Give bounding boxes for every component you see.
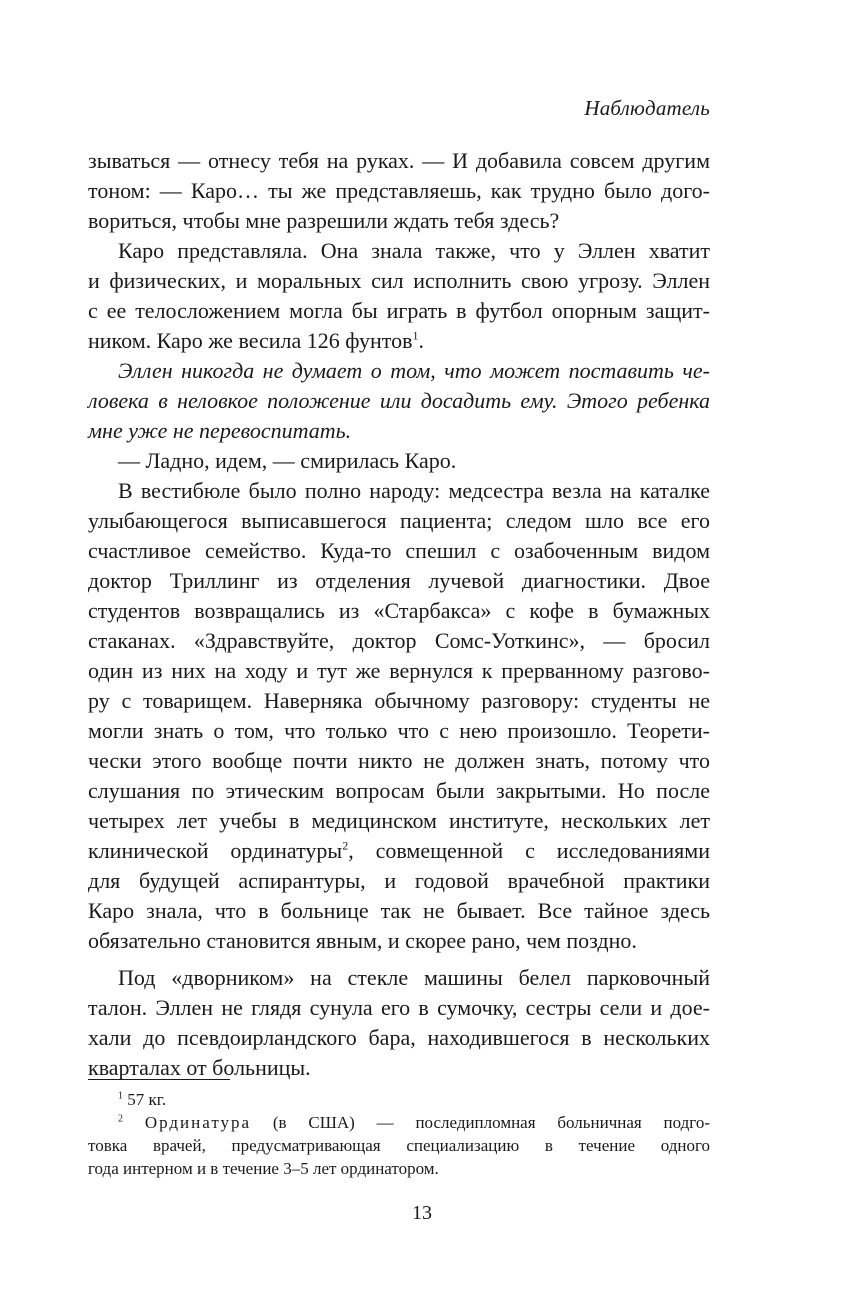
footnote-mark: 1 [118,1090,123,1102]
text-line: чески этого вообще почти никто не должен знать, потому что [88,748,710,773]
text-line: тоном: — Каро… ты же представляешь, как трудно было дого- [88,178,710,203]
text-line: Эллен никогда не думает о том, что может поставить че- [118,358,710,383]
text-line: и физических, и моральных сил исполнить свою угрозу. Эллен [88,268,710,293]
text-line: стаканах. «Здравствуйте, доктор Сомс-Уоткинс», — бросил [88,628,710,653]
text-line: для будущей аспирантуры, и годовой врачебной практики [88,868,710,893]
text-line: обязательно становится явным, и скорее рано, чем поздно. [88,928,637,953]
text-line: с ее телосложением могла бы играть в футбол опорным защит- [88,298,710,323]
footnote-2-line [88,1111,710,1134]
text-line [88,326,710,356]
footnote-ref: 2 [342,838,349,853]
text-line: хали до псевдоирландского бара, находившегося в нескольких [88,1025,710,1050]
text-line: мне уже не перевоспитать. [88,418,352,443]
text-line: — Ладно, идем, — смирилась Каро. [118,448,457,473]
running-head: Наблюдатель [584,96,710,120]
text-line: слушания по этическим вопросам были закрытыми. Но после [88,778,710,803]
footnote-mark: 2 [118,1113,123,1125]
text-line: Каро знала, что в больнице так не бывает. Все тайное здесь [88,898,710,923]
text-line: Каро представляла. Она знала также, что у Эллен хватит [118,238,710,263]
text-segment: ником. Каро же весила 126 фунтов [88,328,413,353]
footnote-2-line: года интерном и в течение 3–5 лет ординатором. [88,1159,439,1178]
text-line: могли знать о том, что только что с нею произошло. Теорети- [88,718,710,743]
text-segment: , совмещенной с исследованиями [348,838,710,863]
text-line: доктор Триллинг из отделения лучевой диагностики. Двое [88,568,710,593]
footnotes [88,1088,710,1180]
text-line: ловека в неловкое положение или досадить ему. Этого ребенка [88,388,710,413]
footnote-text: (в США) — последипломная больничная подго- [272,1113,710,1132]
footnote-1 [88,1088,710,1111]
text-line: счастливое семейство. Куда-то спешил с озабоченным видом [88,538,710,563]
footnote-text: 57 кг. [127,1090,167,1109]
footnote-ref: 1 [412,328,419,343]
text-line: один из них на ходу и тут же вернулся к прерванному разгово- [88,658,710,683]
text-line: талон. Эллен не глядя сунула его в сумочку, сестры сели и дое- [88,995,710,1020]
footnote-2-line: товка врачей, предусматривающая специализацию в течение одного [88,1136,710,1155]
text-line: вориться, чтобы мне разрешили ждать тебя здесь? [88,208,560,233]
text-line: четырех лет учебы в медицинском институте, нескольких лет [88,808,710,833]
text-line: Под «дворником» на стекле машины белел парковочный [118,965,710,990]
text-line [88,836,710,866]
text-segment: клинической ординатуры [88,838,343,863]
footnote-term: Ординатура [144,1113,252,1132]
text-line: студентов возвращались из «Старбакса» с кофе в бумажных [88,598,710,623]
paragraph-gap [88,956,710,963]
page-number: 13 [412,1202,432,1224]
text-line: кварталах от больницы. [88,1055,311,1080]
text-line: ру с товарищем. Наверняка обычному разговору: студенты не [88,688,710,713]
text-line: зываться — отнесу тебя на руках. — И добавила совсем другим [88,148,710,173]
text-line: улыбающегося выписавшегося пациента; следом шло все его [88,508,710,533]
footnote-divider [88,1079,230,1080]
text-segment: . [418,328,424,353]
text-line: В вестибюле было полно народу: медсестра везла на каталке [118,478,710,503]
body-text [88,146,710,1083]
